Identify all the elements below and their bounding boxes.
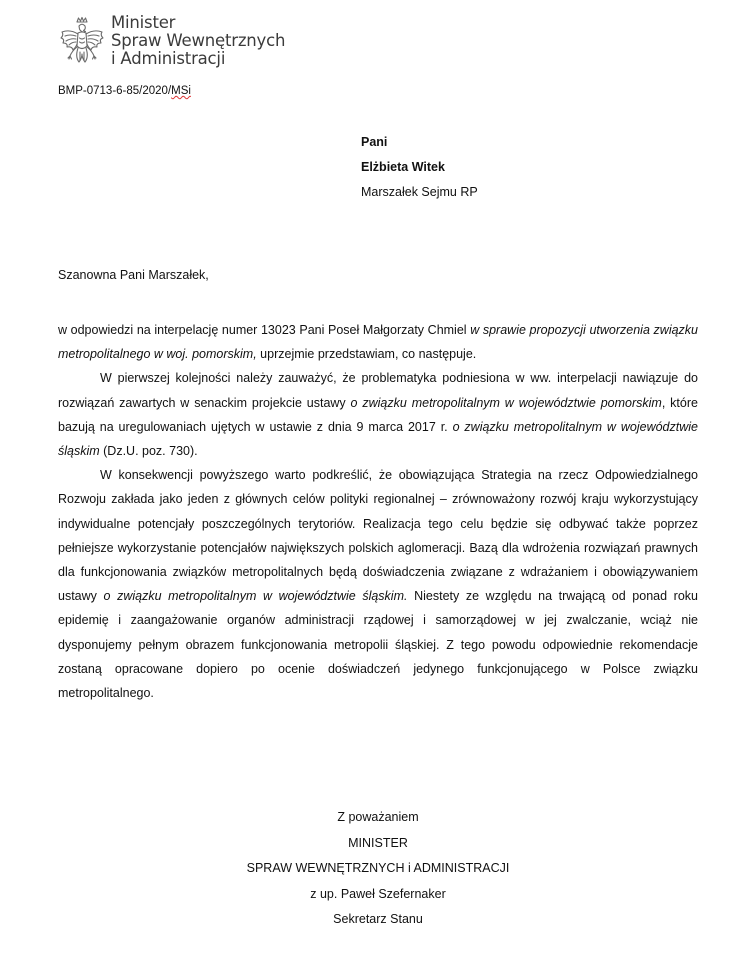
reference-suffix: MSi [171,85,191,97]
reference-main: BMP-0713-6-85/2020/ [58,85,172,97]
addressee-name: Elżbieta Witek [361,160,445,174]
text-run: Niestety ze względu na trwającą od ponad roku epidemię i zaangażowanie organów administracji rządowej i samorządowej w jej zwalczanie, wciąż nie dysponujemy pełnym obrazem funkcjonowania metropolii śląskiej. Z tego powodu odpowiednie rekomendacje zostaną opracowane dopiero po ocenie doświadczeń jedynego funkcjonującego w Polsce związku metropolitalnego. [58,589,698,701]
addressee-title: Pani [361,135,388,149]
paragraph-1 [58,318,698,366]
italic-run: w sprawie propozycji utworzenia związku metropolitalnego w woj. pomorskim, [58,323,698,362]
text-run: uprzejmie przedstawiam, co następuje. [256,347,477,362]
closing-phrase: Z poważaniem [337,810,419,824]
italic-run: o związku metropolitalnym w województwie śląskim [58,419,698,459]
signatory-ministry: SPRAW WEWNĘTRZNYCH i ADMINISTRACJI [246,861,510,875]
text-run: W konsekwencji powyższego warto podkreślić, że obowiązująca Strategia na rzecz Odpowiedzialnego Rozwoju zakłada jako jeden z głównych celów polityki regionalnej – zrównoważony rozwój kraju wykorzystujący indywidualne potencjały poszczególnych terytoriów. Realizacja tego celu będzie się odbywać także poprzez pełniejsze wykorzystanie potencjałów największych polskich aglomeracji. Bazą dla wdrożenia rozwiązań prawnych dla funkcjonowania związków metropolitalnych będą doświadczenia związane z wdrażaniem i obowiązywaniem ustawy [58,468,698,604]
signatory-name: z up. Paweł Szefernaker [310,886,446,901]
letter-body [58,318,698,705]
ministry-name-line: Minister [111,13,176,32]
signatory-role: MINISTER [348,835,408,850]
text-run: , które bazują na uregulowaniach ujętych w ustawie z dnia 9 marca 2017 r. [58,395,698,434]
text-run: (Dz.U. poz. 730). [99,444,198,459]
reference-number [58,85,191,97]
paragraph-3 [58,463,698,705]
text-run: w odpowiedzi na interpelację numer 13023 Pani Poseł Małgorzaty Chmiel [58,323,471,337]
paragraph-2 [58,366,698,463]
signature-block [228,805,528,933]
ministry-name-line: Spraw Wewnętrznych [111,31,286,50]
addressee-block [361,130,478,205]
signatory-title: Sekretarz Stanu [333,912,423,926]
italic-run: o związku metropolitalnym w województwie śląskim. [103,589,408,604]
ministry-name [111,14,285,68]
salutation: Szanowna Pani Marszałek, [58,268,209,282]
addressee-position: Marszałek Sejmu RP [361,185,478,199]
text-run: W pierwszej kolejności należy zauważyć, że problematyka podniesiona w ww. interpelacji nawiązuje do rozwiązań zawartych w senackim projekcie ustawy [58,371,698,410]
ministry-name-line: i Administracji [111,49,226,68]
polish-eagle-emblem-icon [58,16,106,72]
italic-run: o związku metropolitalnym w województwie pomorskim [350,395,662,410]
